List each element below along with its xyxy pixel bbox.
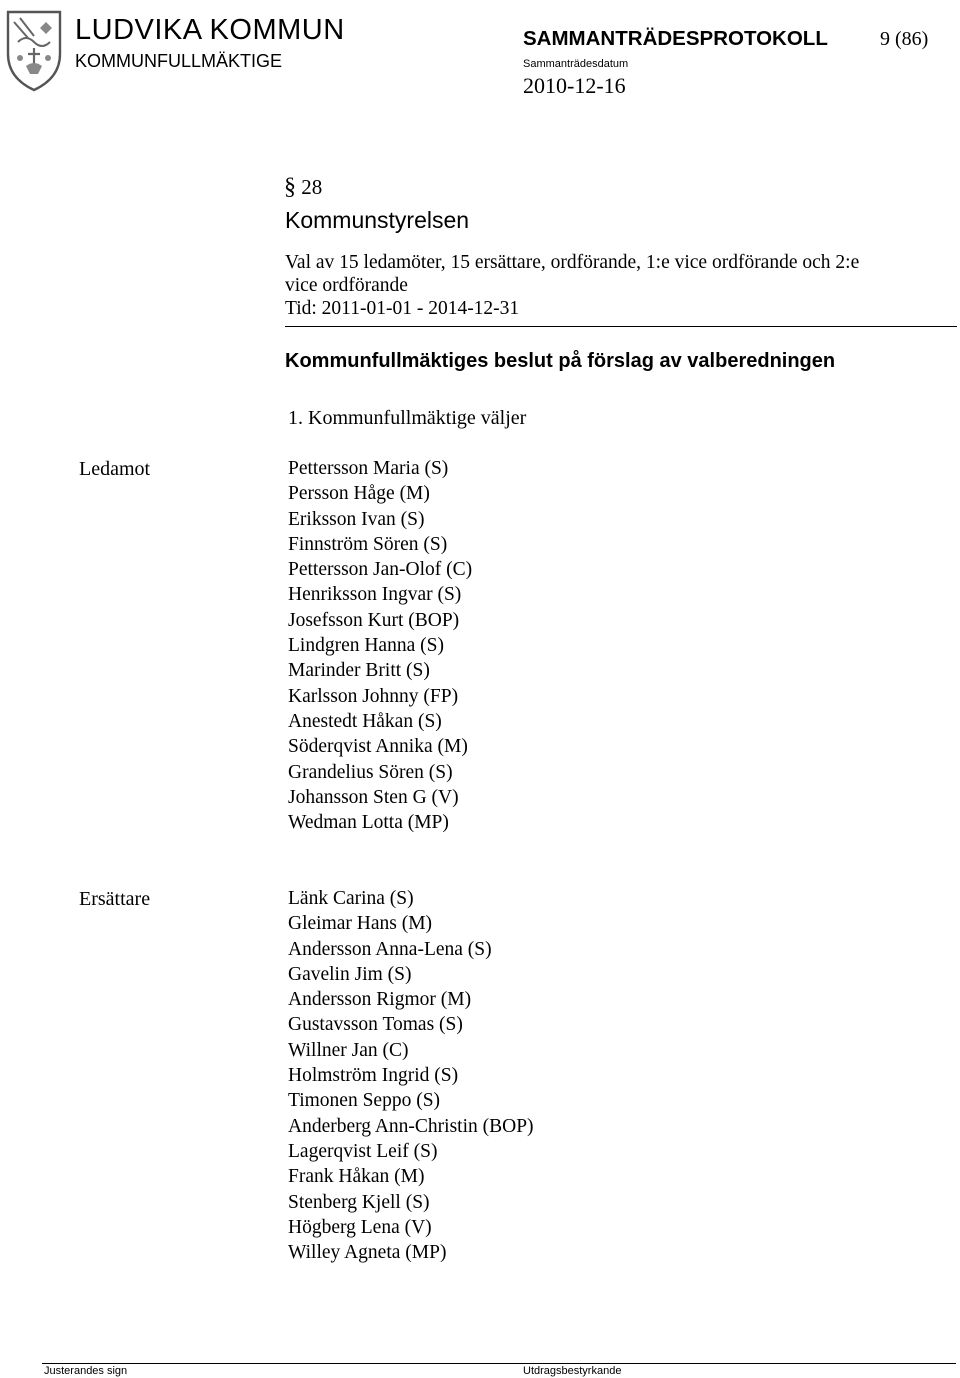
list-item: Persson Håge (M) — [288, 483, 430, 505]
list-item: Gustavsson Tomas (S) — [288, 1014, 463, 1036]
list-item: Eriksson Ivan (S) — [288, 508, 425, 530]
section-description — [285, 251, 859, 320]
paragraph-symbol: § — [284, 174, 296, 200]
list-item: Pettersson Maria (S) — [288, 458, 449, 479]
list-item: Marinder Britt (S) — [288, 660, 430, 682]
meeting-date-label: Sammanträdesdatum — [523, 58, 629, 70]
list-item: Willey Agneta (MP) — [288, 1242, 447, 1264]
organization-name: LUDVIKA KOMMUN — [75, 14, 345, 46]
list-item: Karlsson Johnny (FP) — [288, 685, 459, 707]
list-item: Andersson Rigmor (M) — [288, 989, 472, 1011]
list-item: Johansson Sten G (V) — [288, 786, 459, 808]
decision-heading: Kommunfullmäktiges beslut på förslag av valberedningen — [285, 350, 836, 372]
footer-justerandes-sign: Justerandes sign — [44, 1365, 128, 1377]
paragraph-number — [284, 175, 322, 199]
list-item: Anestedt Håkan (S) — [288, 710, 442, 732]
document-title: SAMMANTRÄDESPROTOKOLL — [523, 27, 828, 50]
list-item: Josefsson Kurt (BOP) — [288, 609, 460, 631]
list-item: Finnström Sören (S) — [288, 533, 448, 555]
list-item: Grandelius Sören (S) — [288, 761, 453, 783]
description-line: Val av 15 ledamöter, 15 ersättare, ordförande, 1:e vice ordförande och 2:e — [285, 252, 860, 273]
list-item: Andersson Anna-Lena (S) — [288, 938, 492, 960]
list-item: Anderberg Ann-Christin (BOP) — [288, 1115, 534, 1137]
section-title: Kommunstyrelsen — [285, 207, 470, 233]
list-item: Timonen Seppo (S) — [288, 1090, 441, 1112]
list-item: Holmström Ingrid (S) — [288, 1065, 459, 1087]
ledamot-label: Ledamot — [79, 458, 151, 480]
ledamot-list — [288, 456, 472, 835]
coat-of-arms-icon — [4, 8, 64, 94]
organization-unit: KOMMUNFULLMÄKTIGE — [75, 51, 283, 71]
decision-item: 1. Kommunfullmäktige väljer — [288, 407, 527, 429]
paragraph-number-value: 28 — [301, 175, 323, 199]
list-item: Wedman Lotta (MP) — [288, 812, 449, 834]
list-item: Willner Jan (C) — [288, 1039, 409, 1061]
page-number: 9 (86) — [880, 28, 929, 50]
list-item: Pettersson Jan-Olof (C) — [288, 559, 473, 581]
list-item: Frank Håkan (M) — [288, 1166, 425, 1188]
list-item: Söderqvist Annika (M) — [288, 736, 468, 758]
ersattare-label: Ersättare — [79, 888, 151, 910]
list-item: Gleimar Hans (M) — [288, 913, 433, 935]
list-item: Lagerqvist Leif (S) — [288, 1140, 438, 1162]
list-item: Lindgren Hanna (S) — [288, 635, 444, 657]
list-item: Henriksson Ingvar (S) — [288, 584, 462, 606]
footer-utdragsbestyrkande: Utdragsbestyrkande — [523, 1365, 622, 1377]
list-item: Högberg Lena (V) — [288, 1216, 432, 1238]
term-period: Tid: 2011-01-01 - 2014-12-31 — [285, 298, 520, 319]
description-line: vice ordförande — [285, 275, 408, 296]
ersattare-list — [288, 886, 534, 1265]
list-item: Stenberg Kjell (S) — [288, 1191, 430, 1213]
list-item: Gavelin Jim (S) — [288, 963, 412, 985]
section-divider — [285, 326, 957, 327]
meeting-date: 2010-12-16 — [523, 73, 626, 98]
list-item: Länk Carina (S) — [288, 888, 414, 909]
footer-divider — [42, 1363, 956, 1364]
